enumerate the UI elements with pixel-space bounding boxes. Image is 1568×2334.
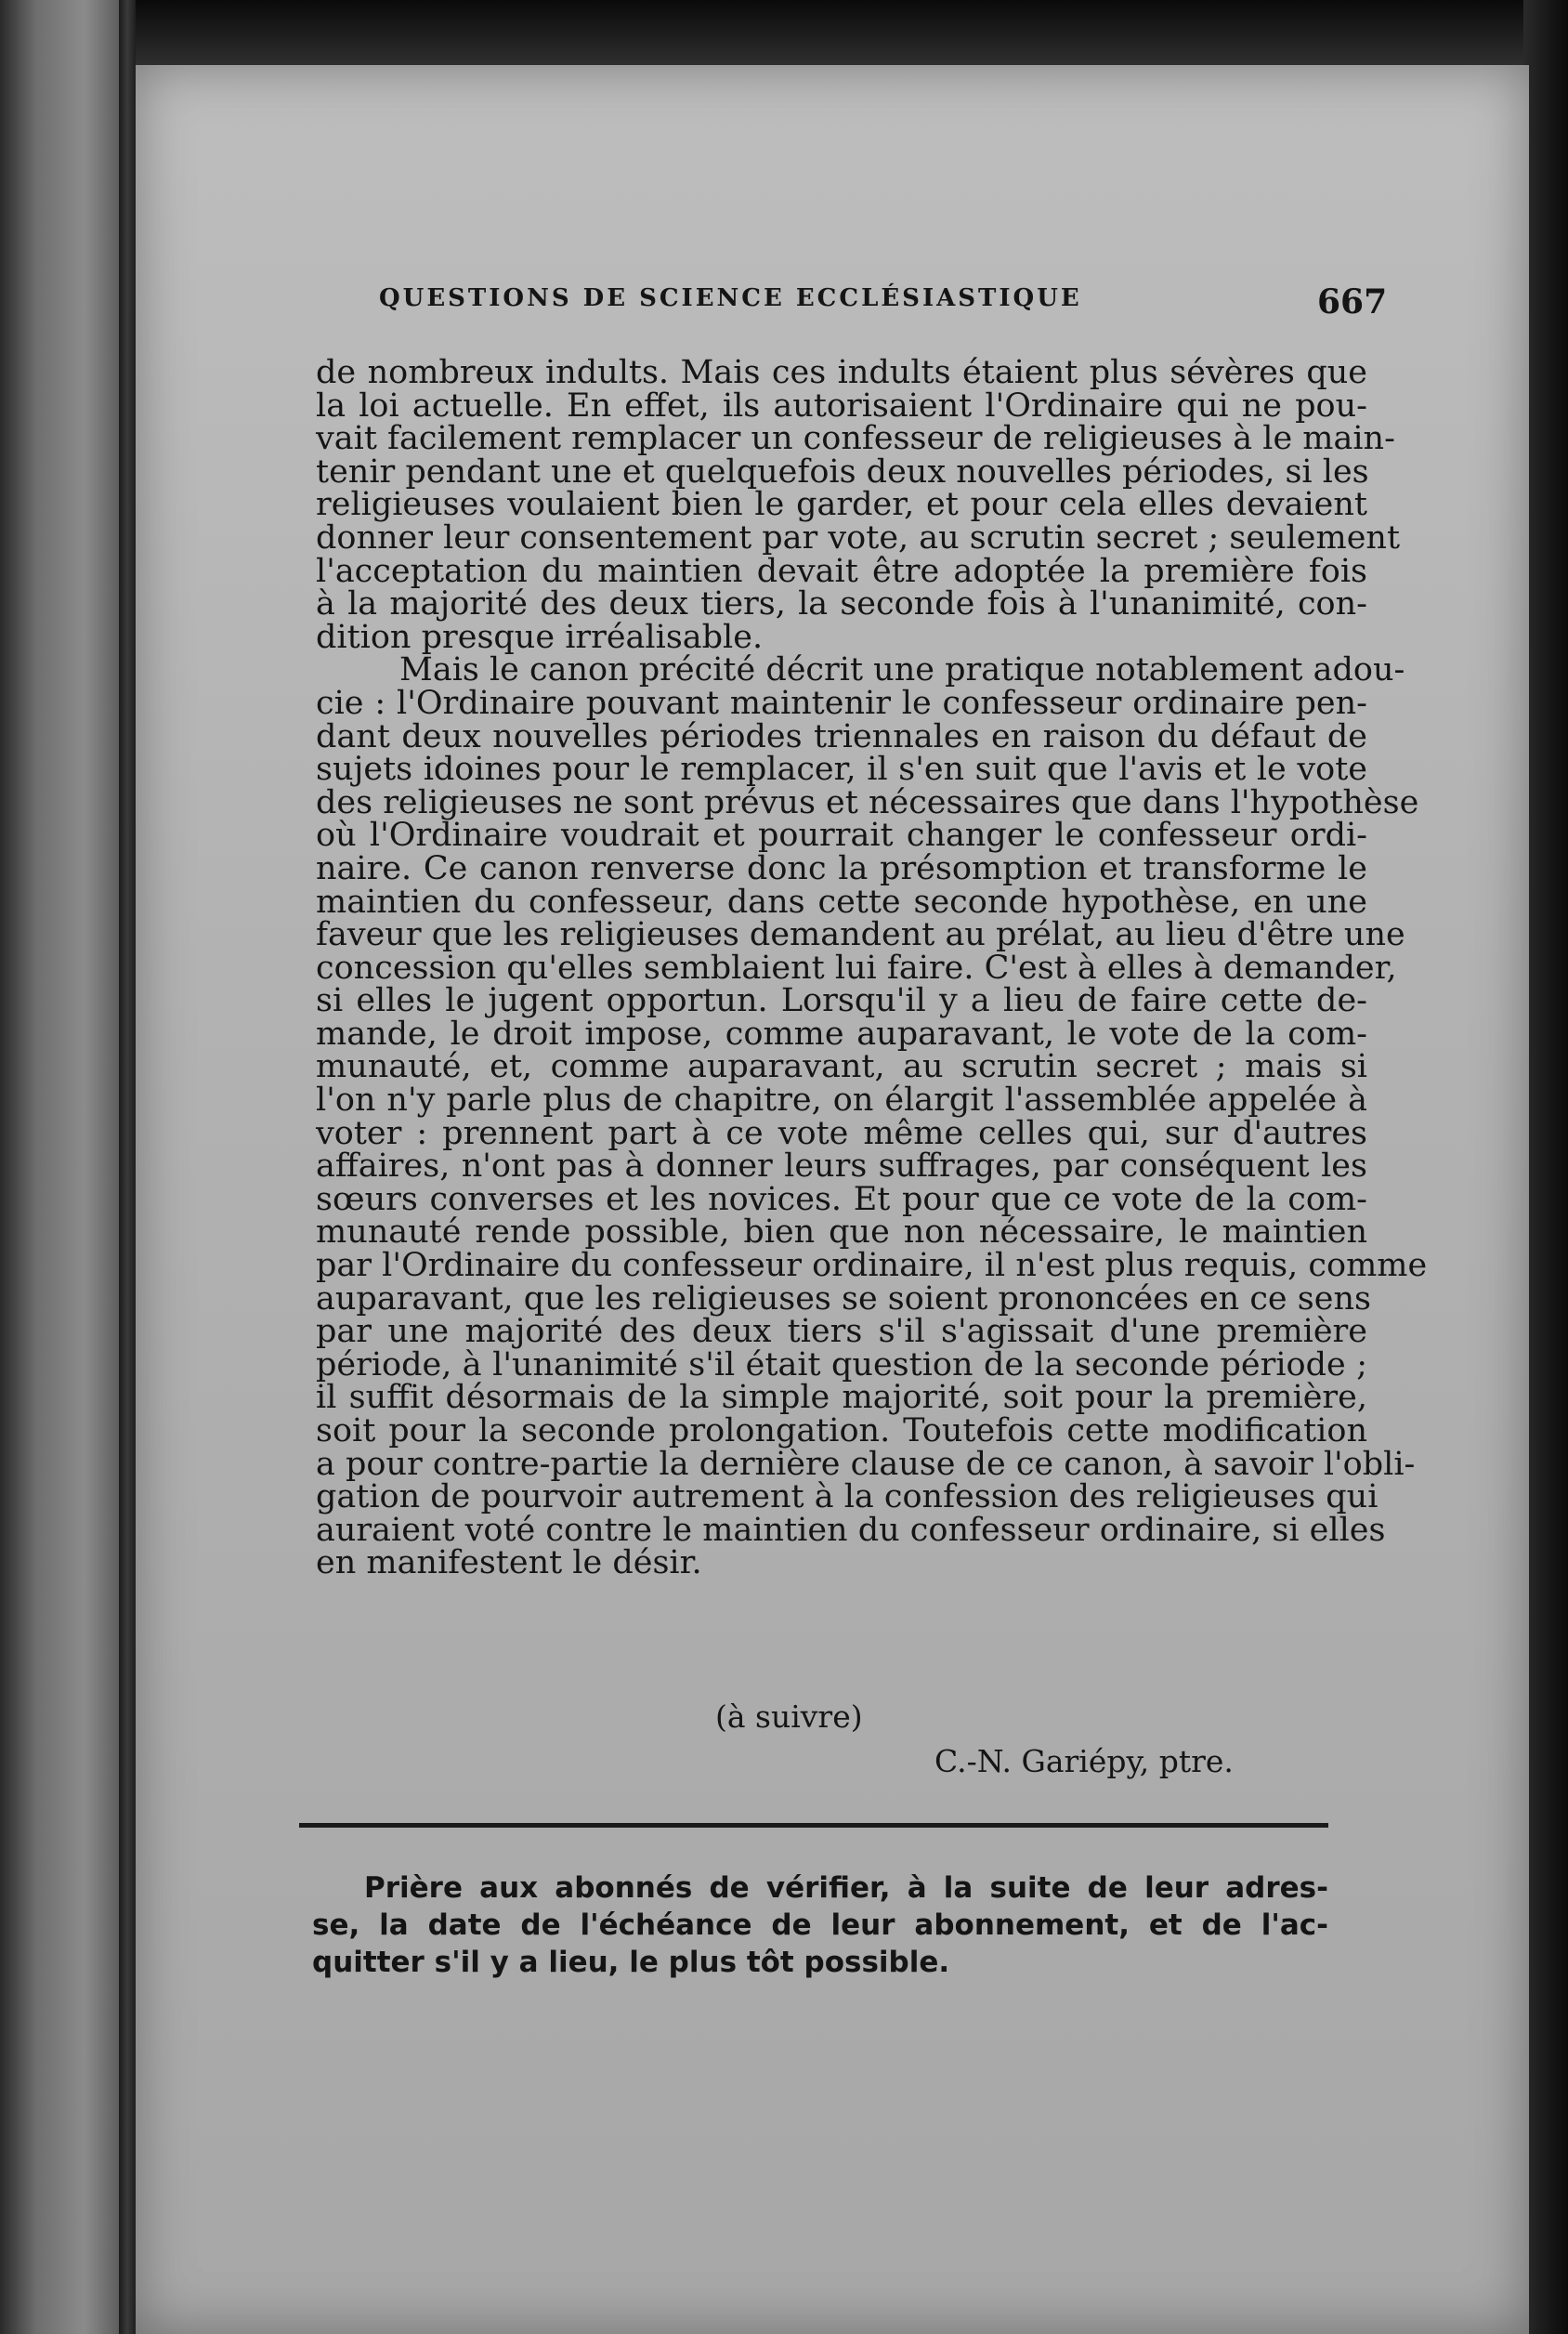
text-line: voter : prennent part à ce vote même celles qui, sur d'autres — [316, 1114, 1367, 1152]
text-line: donner leur consentement par vote, au scrutin secret ; seulement — [316, 518, 1401, 557]
text-line: période, à l'unanimité s'il était question de la seconde période ; — [316, 1345, 1367, 1383]
text-line: concession qu'elles semblaient lui faire. C'est à elles à demander, — [316, 949, 1397, 987]
text-line: en manifestent le désir. — [316, 1544, 702, 1582]
text-line: dition presque irréalisable. — [316, 618, 764, 656]
text-line: où l'Ordinaire voudrait et pourrait changer le confesseur ordi- — [316, 817, 1367, 855]
text-line: sœurs converses et les novices. Et pour que ce vote de la com- — [316, 1180, 1367, 1218]
text-line: de nombreux indults. Mais ces indults étaient plus sévères que — [316, 354, 1367, 391]
text-line: soit pour la seconde prolongation. Toutefois cette modification — [316, 1412, 1367, 1449]
text-line: tenir pendant une et quelquefois deux nouvelles périodes, si les — [316, 452, 1369, 491]
notice-line: Prière aux abonnés de vérifier, à la suite de leur adres- — [364, 1871, 1328, 1905]
text-line: sujets idoines pour le remplacer, il s'en suit que l'avis et le vote — [316, 751, 1367, 789]
paragraph-start-line: Mais le canon précité décrit une pratique notablement adou- — [399, 651, 1405, 689]
text-line: gation de pourvoir autrement à la confession des religieuses qui — [316, 1478, 1379, 1516]
text-line: faveur que les religieuses demandent au prélat, au lieu d'être une — [316, 916, 1405, 954]
text-line: l'acceptation du maintien devait être adoptée la première fois — [316, 552, 1367, 590]
subscriber-notice — [312, 1869, 1328, 1981]
body-text — [316, 354, 1428, 1582]
top-margin-shadow — [136, 0, 1529, 65]
text-line: auparavant, que les religieuses se soient prononcées en ce sens — [316, 1279, 1371, 1318]
author-signature: C.-N. Gariépy, ptre. — [934, 1743, 1234, 1779]
text-line: des religieuses ne sont prévus et nécessaires que dans l'hypothèse — [316, 783, 1419, 821]
text-line: l'on n'y parle plus de chapitre, on élargit l'assemblée appelée à — [316, 1082, 1367, 1120]
text-line: si elles le jugent opportun. Lorsqu'il y a lieu de faire cette de- — [316, 982, 1367, 1020]
text-line: affaires, n'ont pas à donner leurs suffrages, par conséquent les — [316, 1147, 1367, 1186]
text-line: par une majorité des deux tiers s'il s'agissait d'une première — [316, 1313, 1367, 1351]
text-line: auraient voté contre le maintien du confesseur ordinaire, si elles — [316, 1511, 1386, 1549]
facing-page-edge — [0, 0, 121, 2334]
text-line: à la majorité des deux tiers, la seconde fois à l'unanimité, con- — [316, 585, 1367, 623]
text-line: mande, le droit impose, comme auparavant, le vote de la com- — [316, 1015, 1367, 1053]
section-divider — [299, 1823, 1328, 1828]
book-gutter — [119, 0, 136, 2334]
text-line: cie : l'Ordinaire pouvant maintenir le confesseur ordinaire pen- — [316, 684, 1367, 722]
text-line: par l'Ordinaire du confesseur ordinaire, il n'est plus requis, comme — [316, 1247, 1428, 1285]
right-margin-shadow — [1523, 0, 1568, 2334]
text-line: maintien du confesseur, dans cette seconde hypothèse, en une — [316, 883, 1367, 921]
text-line: naire. Ce canon renverse donc la présomption et transforme le — [316, 849, 1367, 887]
running-head: QUESTIONS DE SCIENCE ECCLÉSIASTIQUE — [379, 284, 1082, 312]
to-be-continued: (à suivre) — [715, 1698, 863, 1735]
text-line: a pour contre-partie la dernière clause de ce canon, à savoir l'obli- — [316, 1445, 1416, 1483]
text-line: dant deux nouvelles périodes triennales en raison du défaut de — [316, 717, 1367, 755]
text-line: munauté, et, comme auparavant, au scrutin secret ; mais si — [316, 1048, 1367, 1086]
notice-line: quitter s'il y a lieu, le plus tôt possible. — [312, 1946, 950, 1979]
text-line: religieuses voulaient bien le garder, et pour cela elles devaient — [316, 486, 1367, 524]
notice-line: se, la date de l'échéance de leur abonnement, et de l'ac- — [312, 1908, 1328, 1942]
page-number: 667 — [1317, 282, 1388, 321]
text-line: il suffit désormais de la simple majorité, soit pour la première, — [316, 1379, 1367, 1417]
text-line: munauté rende possible, bien que non nécessaire, le maintien — [316, 1213, 1367, 1252]
text-line: vait facilement remplacer un confesseur de religieuses à le main- — [316, 420, 1395, 458]
text-line: la loi actuelle. En effet, ils autorisaient l'Ordinaire qui ne pou- — [316, 387, 1367, 425]
